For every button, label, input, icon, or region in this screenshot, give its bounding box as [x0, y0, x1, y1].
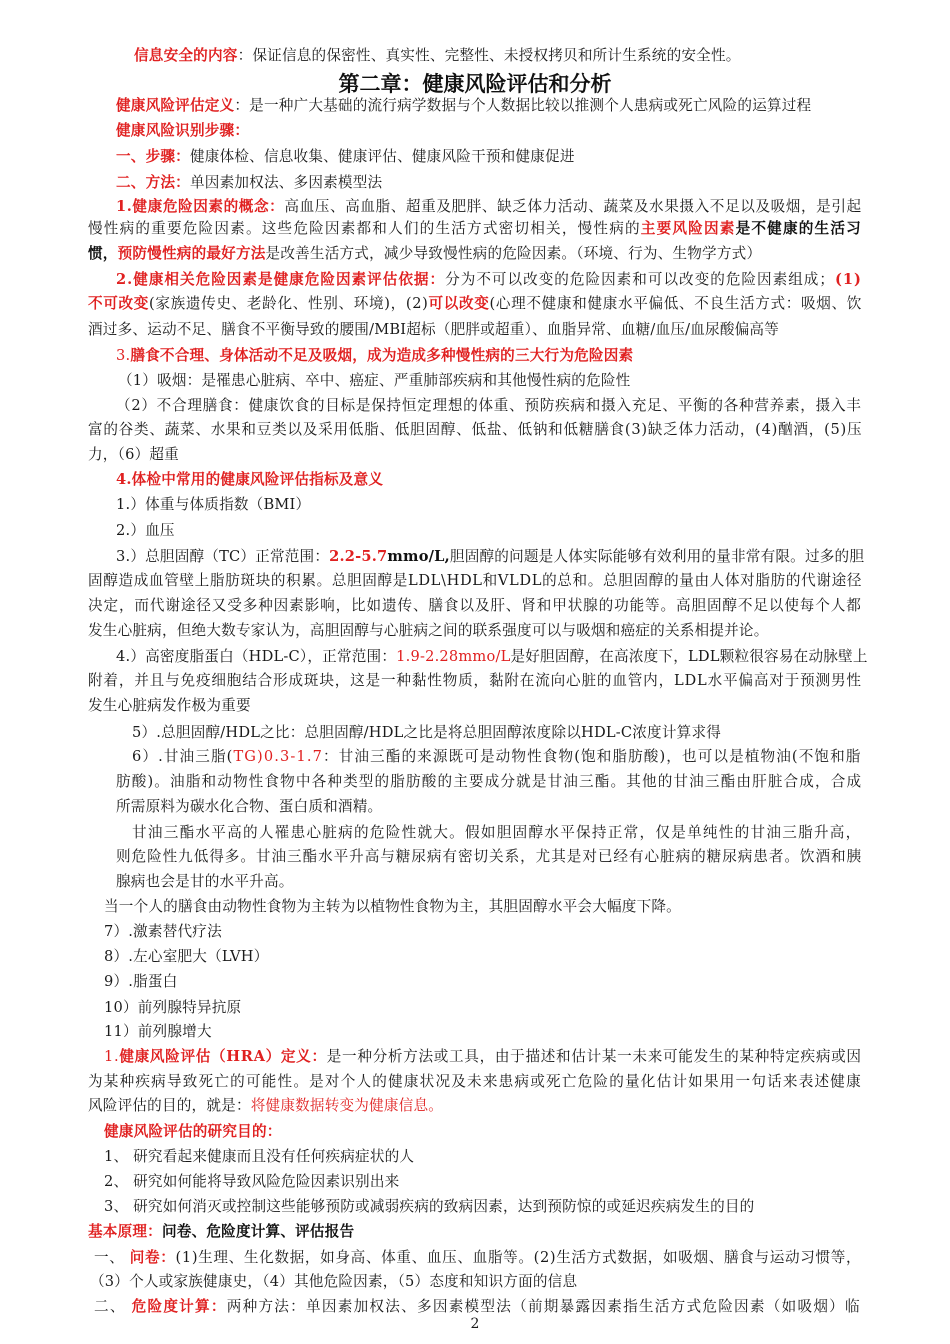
- text-line: [88, 1072, 862, 1092]
- text-line: [116, 521, 175, 541]
- text-line: [88, 445, 179, 465]
- text-segment: 决定，而代谢途径又受多种因素影响，比如遗传、膳食以及肝、肾和甲状腺的功能等。高胆固醇不足以使每个人都: [88, 597, 862, 614]
- text-segment: 将健康数据转变为健康信息。: [250, 1097, 444, 1114]
- text-line: [104, 998, 241, 1018]
- text-segment: 是改善生活方式，减少导致慢性病的危险因素。（环境、行为、生物学方式）: [265, 245, 762, 262]
- text-segment: 1.9-2.28mmo/L: [396, 648, 511, 665]
- text-segment: 二、: [94, 1298, 132, 1315]
- text-segment: 2、 研究如何能将导致风险危险因素识别出来: [104, 1173, 400, 1190]
- text-segment: 信息安全的内容: [134, 47, 238, 64]
- text-segment: 则危险性九低得多。甘油三酯水平升高与糖尿病有密切关系，尤其是对已经有心脏病的糖尿病患者。饮酒和胰: [116, 848, 863, 865]
- text-segment: 主要风险因素: [640, 220, 736, 237]
- text-segment: 问卷：: [129, 1249, 176, 1266]
- text-line: [104, 1022, 212, 1042]
- text-line: [104, 922, 222, 942]
- text-segment: TG)0.3-1.7: [233, 748, 323, 765]
- text-segment: 2.）血压: [116, 522, 175, 539]
- text-segment: 风险评估的目的，就是：: [88, 1097, 251, 1114]
- text-segment: (1)生理、生化数据，如身高、体重、血压、血脂等。(2)生活方式数据，如吸烟、膳食与运动习惯等，: [175, 1249, 862, 1266]
- text-segment: 6）.甘油三脂(: [132, 748, 234, 765]
- text-segment: 3、 研究如何消灭或控制这些能够预防或减弱疾病的致病因素，达到预防惊的或延迟疾病发生的目的: [104, 1198, 755, 1215]
- text-segment: 所需原料为碳水化合物、蛋白质和酒精。: [116, 798, 383, 815]
- text-segment: 一、: [94, 1249, 130, 1266]
- text-segment: (心理不健康和健康水平偏低、不良生活方式：吸烟、饮: [489, 295, 863, 312]
- text-segment: 胆固醇的问题是人体实际能够有效利用的量非常有限。过多的胆: [449, 548, 865, 565]
- text-line: [116, 147, 575, 167]
- chapter-title: 第二章：健康风险评估和分析: [338, 71, 612, 96]
- text-segment: 1、 研究看起来健康而且没有任何疾病症状的人: [104, 1148, 415, 1165]
- text-line: [104, 947, 269, 967]
- text-segment: 预防慢性病的最好方法: [117, 245, 266, 262]
- text-line: [116, 346, 633, 366]
- text-segment: 分为不可以改变的危险因素和可以改变的危险因素组成；: [445, 271, 835, 288]
- text-segment: 1.）体重与体质指数（BMI）: [116, 496, 311, 513]
- text-line: [116, 197, 862, 217]
- page-number: 2: [470, 1316, 480, 1332]
- text-segment: (1): [834, 271, 862, 288]
- text-line: [116, 647, 868, 667]
- text-segment: 2.2-5.7: [329, 548, 388, 565]
- text-segment: 问卷、危险度计算、评估报告: [161, 1223, 355, 1240]
- text-segment: ：是一种广大基础的流行病学数据与个人数据比较以推测个人患病或死亡风险的运算过程: [234, 97, 812, 114]
- text-line: [116, 121, 249, 141]
- text-line: [88, 621, 769, 641]
- text-line: [116, 173, 382, 193]
- text-segment: 4.）高密度脂蛋白（HDL-C），正常范围：: [116, 648, 397, 665]
- text-segment: 11）前列腺增大: [104, 1023, 212, 1040]
- text-segment: 7）.激素替代疗法: [104, 923, 222, 940]
- text-segment: 膳食不合理、身体活动不足及吸烟，成为造成多种慢性病的三大行为危险因素: [130, 347, 634, 364]
- text-line: [94, 1248, 861, 1268]
- text-segment: （3）个人或家族健康史，（4）其他危险因素，（5）态度和知识方面的信息: [90, 1273, 578, 1290]
- text-line: [88, 244, 761, 264]
- text-segment: (家族遗传史、老龄化、性别、环境)，(2): [149, 295, 429, 312]
- text-segment: 健康风险评估的研究目的：: [104, 1123, 282, 1140]
- text-line: [104, 1147, 414, 1167]
- text-line: [88, 219, 862, 239]
- text-segment: 健康风险评估（HRA）定义：: [119, 1048, 327, 1065]
- text-line: [132, 823, 862, 843]
- text-line: [88, 571, 862, 591]
- text-segment: 发生心脏病发作极为重要: [88, 697, 251, 714]
- text-segment: 当一个人的膳食由动物性食物为主转为以植物性食物为主，其胆固醇水平会大幅度下降。: [104, 898, 681, 915]
- text-line: [88, 671, 862, 691]
- text-line: [94, 1297, 861, 1317]
- text-line: [88, 1096, 443, 1116]
- text-segment: mmo/L,: [387, 548, 450, 565]
- text-segment: （2）不合理膳食：健康饮食的目标是保持恒定理想的体重、预防疾病和摄入充足、平衡的各种营养素，摄入丰: [116, 397, 862, 414]
- text-line: [118, 371, 630, 391]
- text-line: [88, 696, 251, 716]
- text-segment: 危险度计算：: [131, 1298, 227, 1315]
- text-line: [116, 495, 310, 515]
- text-segment: 1.健康危险因素的概念：: [116, 198, 285, 215]
- text-line: [104, 972, 178, 992]
- text-segment: （1）吸烟：是罹患心脏病、卒中、癌症、严重肺部疾病和其他慢性病的危险性: [118, 372, 631, 389]
- text-segment: ：甘油三酯的来源既可是动物性食物(饱和脂肪酸)，也可以是植物油(不饱和脂: [322, 748, 862, 765]
- text-segment: 3.）总胆固醇（TC）正常范围：: [116, 548, 330, 565]
- text-segment: 9）.脂蛋白: [104, 973, 178, 990]
- text-line: [88, 294, 862, 314]
- text-segment: 基本原理：: [88, 1223, 162, 1240]
- text-segment: 5）.总胆固醇/HDL之比：总胆固醇/HDL之比是将总胆固醇浓度除以HDL-C浓度计算求得: [132, 724, 722, 741]
- text-segment: 惯，: [88, 245, 118, 262]
- text-line: [88, 420, 862, 440]
- text-line: [104, 1172, 399, 1192]
- text-line: [132, 723, 721, 743]
- text-line: [104, 1047, 862, 1067]
- text-segment: 力，（6）超重: [88, 446, 179, 463]
- text-segment: 慢性病的重要危险因素。这些危险因素都和人们的生活方式密切相关，慢性病的: [88, 220, 641, 237]
- text-line: [90, 1272, 577, 1292]
- text-segment: 一、步骤：: [116, 148, 190, 165]
- text-line: [104, 1122, 282, 1142]
- text-segment: 单因素加权法、多因素模型法: [189, 174, 383, 191]
- text-line: [116, 872, 294, 892]
- text-line: [116, 470, 383, 490]
- text-segment: 4.体检中常用的健康风险评估指标及意义: [116, 471, 384, 488]
- text-segment: 健康体检、信息收集、健康评估、健康风险干预和健康促进: [189, 148, 575, 165]
- text-segment: 是好胆固醇，在高浓度下，LDL颗粒很容易在动脉壁上: [510, 648, 868, 665]
- text-segment: 是一种分析方法或工具，由于描述和估计某一未来可能发生的某种特定疾病或因: [326, 1048, 862, 1065]
- text-line: [104, 897, 681, 917]
- text-line: [116, 797, 382, 817]
- text-segment: 甘油三酯水平高的人罹患心脏病的危险性就大。假如胆固醇水平保持正常，仅是单纯性的甘油三脂升高，: [132, 824, 862, 841]
- text-segment: 健康风险评估定义: [116, 97, 235, 114]
- text-line: [116, 270, 862, 290]
- text-line: [116, 547, 864, 567]
- text-segment: 为某种疾病导致死亡的可能性。是对个人的健康状况及未来患病或死亡危险的量化估计如果用一句话来表述健康: [88, 1073, 862, 1090]
- text-segment: 二、方法：: [116, 174, 190, 191]
- text-segment: 8）.左心室肥大（LVH）: [104, 948, 269, 965]
- text-line: [116, 772, 862, 792]
- text-line: [88, 1222, 354, 1242]
- text-segment: 两种方法：单因素加权法、多因素模型法（前期暴露因素指生活方式危险因素（如吸烟）临: [226, 1298, 861, 1315]
- text-segment: 肪酸)。油脂和动物性食物中各种类型的脂肪酸的主要成分就是甘油三酯。其他的甘油三酯由肝脏合成，合成: [116, 773, 863, 790]
- text-segment: 2.健康相关危险因素是健康危险因素评估依据：: [116, 271, 446, 288]
- text-line: [116, 396, 862, 416]
- text-segment: 腺病也会是甘的水平升高。: [116, 873, 294, 890]
- text-segment: 富的谷类、蔬菜、水果和豆类以及采用低脂、低胆固醇、低盐、低钠和低糖膳食(3)缺乏体力活动，(4)酗酒，(5)压: [88, 421, 863, 438]
- text-line: [104, 1197, 754, 1217]
- text-segment: 10）前列腺特异抗原: [104, 999, 242, 1016]
- text-segment: 酒过多、运动不足、膳食不平衡导致的腰围/MBI超标（肥胖或超重）、血脂异常、血糖/血压/血尿酸偏高等: [88, 321, 780, 338]
- text-segment: 高血压、高血脂、超重及肥胖、缺乏体力活动、蔬菜及水果摄入不足以及吸烟，是引起: [284, 198, 862, 215]
- text-segment: 1.: [104, 1048, 120, 1065]
- text-line: [88, 320, 779, 340]
- text-line: [116, 96, 811, 116]
- text-segment: 发生心脏病，但绝大数专家认为，高胆固醇与心脏病之间的联系强度可以与吸烟和癌症的关系相提并论。: [88, 622, 769, 639]
- text-line: [116, 847, 862, 867]
- text-line: [132, 747, 862, 767]
- text-segment: 健康风险识别步骤：: [116, 122, 250, 139]
- text-segment: 可以改变: [428, 295, 490, 312]
- text-segment: 3.: [116, 347, 131, 364]
- text-segment: 固醇造成血管壁上脂肪斑块的积累。总胆固醇是LDL\HDL和VLDL的总和。总胆固醇的量由人体对脂肪的代谢途径: [88, 572, 863, 589]
- text-line: [134, 46, 741, 66]
- text-segment: ：保证信息的保密性、真实性、完整性、未授权拷贝和所计生系统的安全性。: [237, 47, 741, 64]
- text-segment: 不可改变: [88, 295, 150, 312]
- text-line: [88, 596, 862, 616]
- text-segment: 附着，并且与免疫细胞结合形成斑块，这是一种黏性物质，黏附在流向心脏的血管内，LDL水平偏高对于预测男性: [88, 672, 862, 689]
- text-segment: 是不健康的生活习: [735, 220, 862, 237]
